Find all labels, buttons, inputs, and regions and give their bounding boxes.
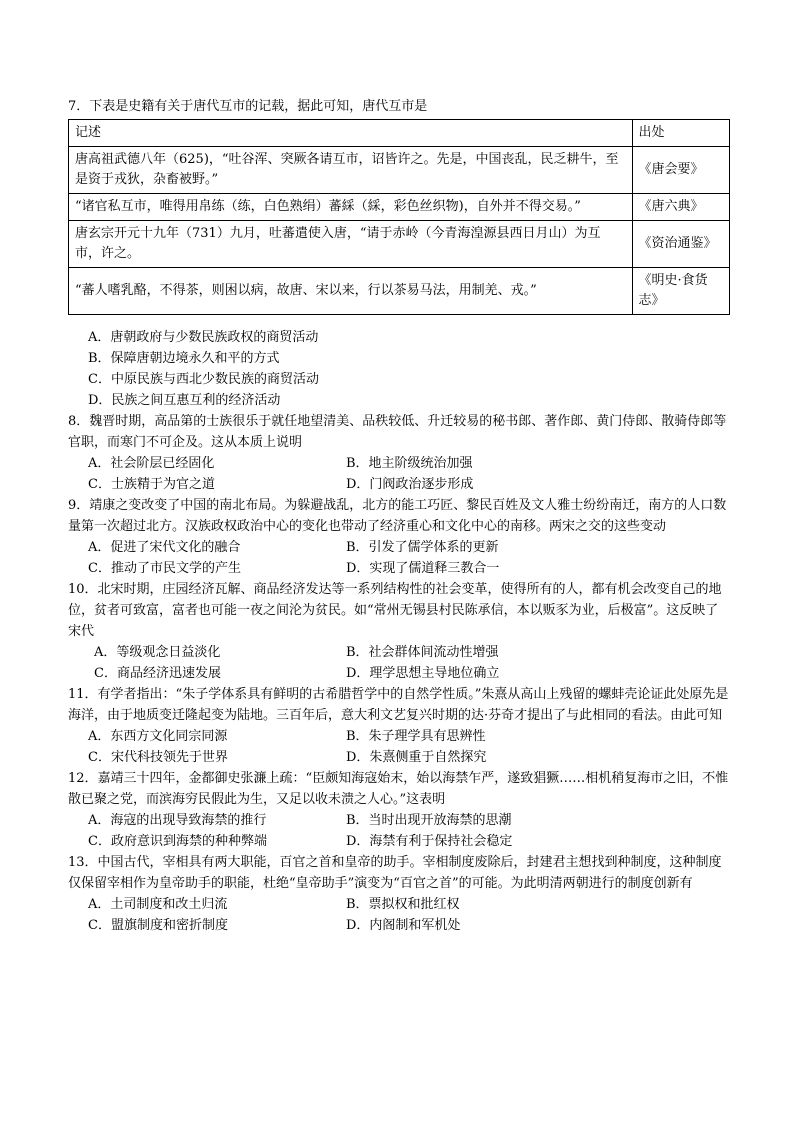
q9-options-row-2 [68, 558, 730, 579]
q13-stem: 13．中国古代，宰相具有两大职能，百官之首和皇帝的助手。宰相制度废除后，封建君主想找到种制度，这种制度仅保留宰相作为皇帝助手的职能，杜绝“皇帝助手”演变为“百官之首”的可能。为此明清两朝进行的制度创新有 [68, 855, 722, 891]
q12-stem: 12．嘉靖三十四年，金都御史张濂上疏：“臣颇知海寇始末，始以海禁乍严，遂致猖獗……相机稍复海市之旧，不惟散已聚之党，而滨海穷民假此为生，又足以收未溃之人心。”这表明 [68, 771, 729, 807]
row-source: 《唐六典》 [632, 194, 729, 221]
q9-option-b: B．引发了儒学体系的更新 [346, 540, 499, 555]
q10-option-b: B．社会群体间流动性增强 [346, 645, 499, 660]
q10-option-a: A．等级观念日益淡化 [94, 645, 221, 660]
q11-options-row-1 [68, 726, 730, 747]
q13-option-b: B．票拟权和批红权 [346, 897, 460, 912]
row-source: 《资治通鉴》 [632, 221, 729, 268]
exam-page [68, 96, 730, 936]
q8-option-b: B．地主阶级统治加强 [346, 456, 473, 471]
header-record: 记述 [69, 120, 633, 147]
q8-options-row-2 [68, 474, 730, 495]
q7-option-d: D．民族之间互惠互利的经济活动 [88, 393, 281, 408]
q7-option-a: A．唐朝政府与少数民族政权的商贸活动 [88, 330, 319, 345]
q9-stem: 9．靖康之变改变了中国的南北布局。为躲避战乱，北方的能工巧匠、黎民百姓及文人雅士纷纷南迁，南方的人口数量第一次超过北方。汉族政权政治中心的变化也带动了经济重心和文化中心的南移。两宋之交的这些变动 [68, 498, 727, 534]
q12-option-d: D．海禁有利于保持社会稳定 [346, 834, 513, 849]
q7-option-c: C．中原民族与西北少数民族的商贸活动 [88, 372, 319, 387]
q11-options-row-2 [68, 747, 730, 768]
row-text: “蕃人嗜乳酪，不得茶，则困以病，故唐、宋以来，行以茶易马法，用制羌、戎。” [69, 268, 633, 315]
q13-options-row-1 [68, 894, 730, 915]
q10-option-d: D．理学思想主导地位确立 [346, 666, 500, 681]
q13-option-a: A．土司制度和改土归流 [88, 897, 228, 912]
q9-option-d: D．实现了儒道释三教合一 [346, 561, 500, 576]
q7-stem: 7．下表是史籍有关于唐代互市的记载，据此可知，唐代互市是 [68, 99, 428, 114]
row-source: 《唐会要》 [632, 147, 729, 194]
q7-option-b: B．保障唐朝边境永久和平的方式 [88, 351, 280, 366]
q9-option-a: A．促进了宋代文化的融合 [88, 540, 241, 555]
header-source: 出处 [632, 120, 729, 147]
row-text: 唐玄宗开元十九年（731）九月，吐蕃遣使入唐，“请于赤岭（今青海湟源县西日月山）为互市，许之。 [69, 221, 633, 268]
q11-option-c: C．宋代科技领先于世界 [88, 750, 228, 765]
table-header-row [69, 120, 730, 147]
table-row [69, 221, 730, 268]
q11-option-b: B．朱子理学具有思辨性 [346, 729, 486, 744]
q13-option-d: D．内阁制和军机处 [346, 918, 461, 933]
table-row [69, 147, 730, 194]
q13-option-c: C．盟旗制度和密折制度 [88, 918, 228, 933]
q11-stem: 11．有学者指出：“朱子学体系具有鲜明的古希腊哲学中的自然学性质。”朱熹从高山上残留的螺蚌壳论证此处原先是海洋，由于地质变迁隆起变为陆地。三百年后，意大利文艺复兴时期的达·芬奇才提出了与此相同的看法。由此可知 [68, 687, 729, 723]
q8-stem: 8．魏晋时期，高品第的士族很乐于就任地望清美、品秩较低、升迁较易的秘书郎、著作郎、黄门侍郎、散骑侍郎等官职，而寒门不可企及。这从本质上说明 [68, 414, 727, 450]
q11-option-d: D．朱熹侧重于自然探究 [346, 750, 487, 765]
q9-option-c: C．推动了市民文学的产生 [88, 561, 241, 576]
row-text: 唐高祖武德八年（625)，“吐谷浑、突厥各请互市，诏皆许之。先是，中国丧乱，民乏耕牛，至是资于戎狄，杂畜被野。” [69, 147, 633, 194]
q11-option-a: A．东西方文化同宗同源 [88, 729, 228, 744]
row-text: “诸官私互市，唯得用帛练（练，白色熟绢）蕃綵（綵，彩色丝织物)，自外并不得交易。” [69, 194, 633, 221]
q9-options-row-1 [68, 537, 730, 558]
q8-option-a: A．社会阶层已经固化 [88, 456, 215, 471]
q12-option-c: C．政府意识到海禁的种种弊端 [88, 834, 267, 849]
q7-table [68, 119, 730, 315]
q10-options-row-2 [68, 663, 730, 684]
q12-option-b: B．当时出现开放海禁的思潮 [346, 813, 512, 828]
table-row [69, 194, 730, 221]
q8-option-c: C．士族精于为官之道 [88, 477, 215, 492]
row-source: 《明史·食货志》 [632, 268, 729, 315]
q10-options-row-1 [68, 642, 730, 663]
q12-options-row-1 [68, 810, 730, 831]
q12-options-row-2 [68, 831, 730, 852]
q12-option-a: A．海寇的出现导致海禁的推行 [88, 813, 267, 828]
q10-option-c: C．商品经济迅速发展 [94, 666, 221, 681]
table-row [69, 268, 730, 315]
q10-stem: 10．北宋时期，庄园经济瓦解、商品经济发达等一系列结构性的社会变革，使得所有的人，都有机会改变自己的地位，贫者可致富，富者也可能一夜之间沦为贫民。如“常州无锡县村民陈承信，本以贩豕为业，后极富”。这反映了宋代 [68, 582, 722, 639]
q8-options-row-1 [68, 453, 730, 474]
q13-options-row-2 [68, 915, 730, 936]
q8-option-d: D．门阀政治逐步形成 [346, 477, 474, 492]
